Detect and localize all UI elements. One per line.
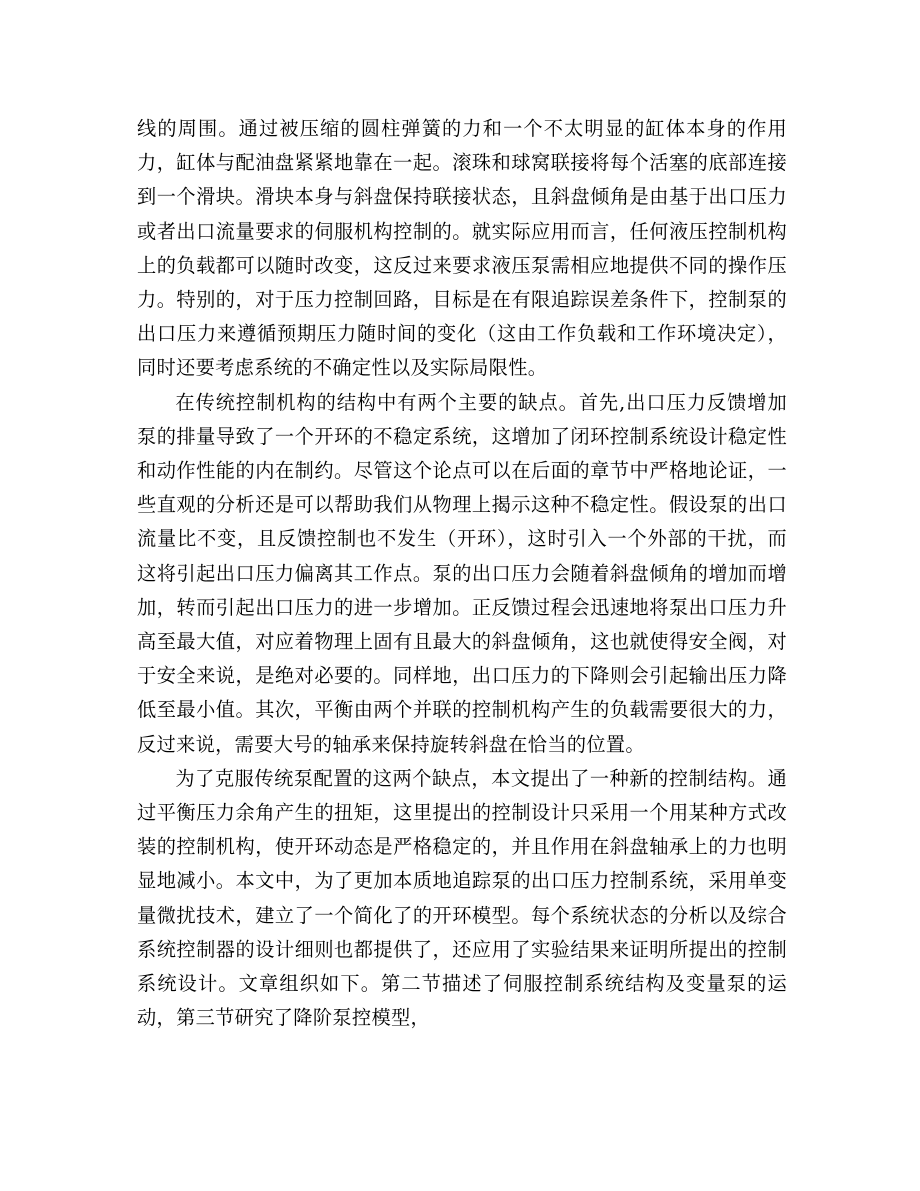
paragraph-3: 为了克服传统泵配置的这两个缺点，本文提出了一种新的控制结构。通过平衡压力余角产生的扭矩，这里提出的控制设计只采用一个用某种方式改装的控制机构，使开环动态是严格稳定的，并且作用在斜盘轴承上的力也明显地减小。本文中，为了更加本质地追踪泵的出口压力控制系统，采用单变量微扰技术，建立了一个简化了的开环模型。每个系统状态的分析以及综合系统控制器的设计细则也都提供了，还应用了实验结果来证明所提出的控制系统设计。文章组织如下。第二节描述了伺服控制系统结构及变量泵的运动，第三节研究了降阶泵控模型， <box>137 766 787 1030</box>
body-text <box>137 112 787 1035</box>
paragraph-2: 在传统控制机构的结构中有两个主要的缺点。首先,出口压力反馈增加泵的排量导致了一个开环的不稳定系统，这增加了闭环控制系统设计稳定性和动作性能的内在制约。尽管这个论点可以在后面的章节中严格地论证，一些直观的分析还是可以帮助我们从物理上揭示这种不稳定性。假设泵的出口流量比不变，且反馈控制也不发生（开环），这时引入一个外部的干扰，而这将引起出口压力偏离其工作点。泵的出口压力会随着斜盘倾角的增加而增加，转而引起出口压力的进一步增加。正反馈过程会迅速地将泵出口压力升高至最大值，对应着物理上固有且最大的斜盘倾角，这也就使得安全阀，对于安全来说，是绝对必要的。同样地，出口压力的下降则会引起输出压力降低至最小值。其次，平衡由两个并联的控制机构产生的负载需要很大的力，反过来说，需要大号的轴承来保持旋转斜盘在恰当的位置。 <box>137 390 787 756</box>
paragraph-1: 线的周围。通过被压缩的圆柱弹簧的力和一个不太明显的缸体本身的作用力，缸体与配油盘紧紧地靠在一起。滚珠和球窝联接将每个活塞的底部连接到一个滑块。滑块本身与斜盘保持联接状态，且斜盘倾角是由基于出口压力或者出口流量要求的伺服机构控制的。就实际应用而言，任何液压控制机构上的负载都可以随时改变，这反过来要求液压泵需相应地提供不同的操作压力。特别的，对于压力控制回路，目标是在有限追踪误差条件下，控制泵的出口压力来遵循预期压力随时间的变化（这由工作负载和工作环境决定），同时还要考虑系统的不确定性以及实际局限性。 <box>137 117 787 380</box>
